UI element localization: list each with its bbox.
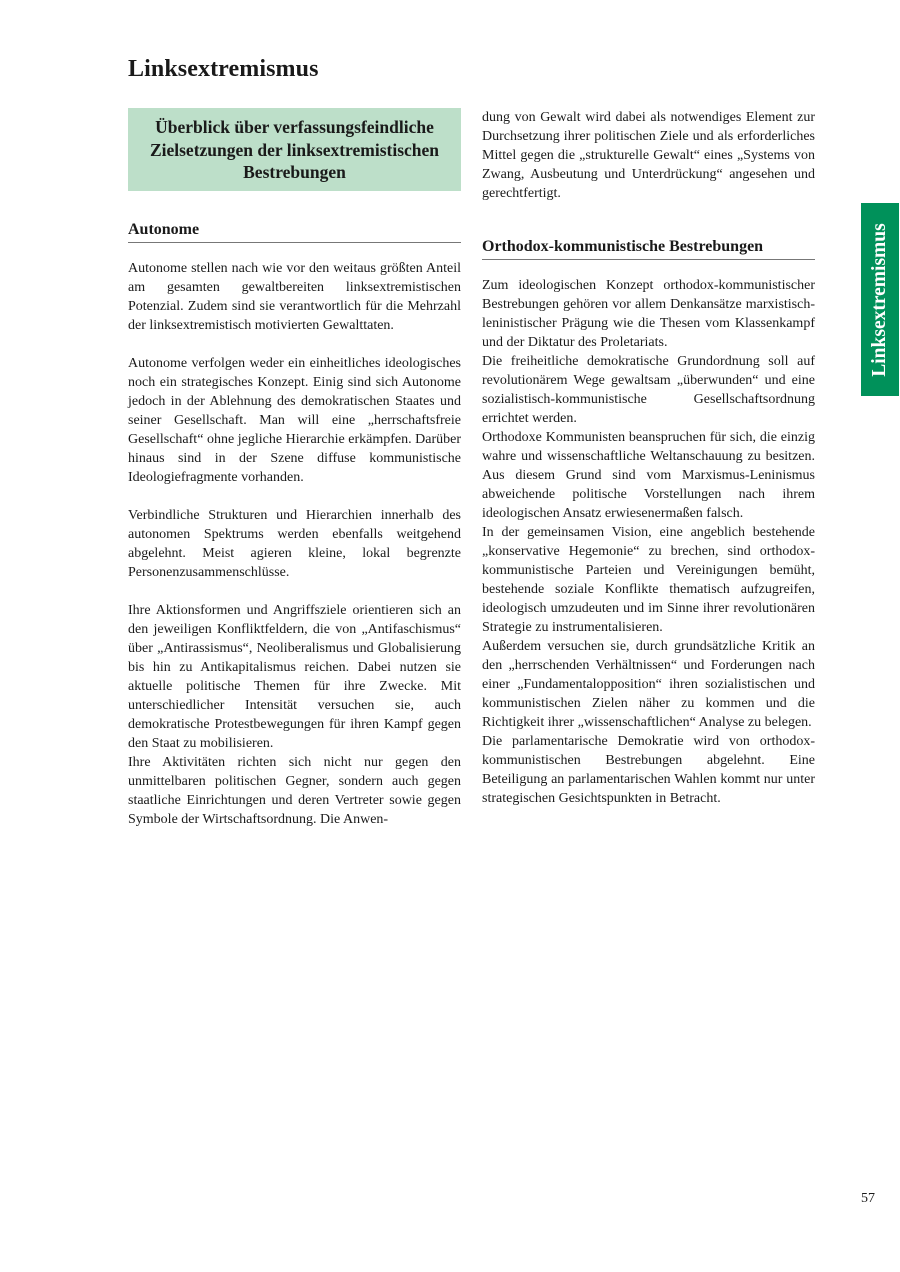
paragraph: Verbindliche Strukturen und Hierarchien innerhalb des autonomen Spektrums werden ebenfalls weitgehend abgelehnt. Meist agieren kleine, lokal begrenzte Personenzusammenschlüsse. bbox=[128, 507, 461, 580]
paragraph: Zum ideologischen Konzept orthodox-kommunistischer Bestrebungen gehören vor allem Denkansätze marxistisch-leninistischer Prägung wie die Thesen vom Klassenkampf und der Diktatur des Proletariats. bbox=[482, 278, 815, 350]
left-column bbox=[128, 108, 461, 829]
paragraph-continuation: dung von Gewalt wird dabei als notwendiges Element zur Durchsetzung ihrer politischen Ziele und als erforderliches Mittel gegen die „strukturelle Gewalt“ eines „Systems von Zwang, Ausbeutung und Unterdrückung“ angesehen und gerechtfertigt. bbox=[482, 110, 815, 201]
page-number: 57 bbox=[861, 1191, 875, 1206]
paragraph: In der gemeinsamen Vision, eine angeblich bestehende „konservative Hegemonie“ zu brechen, sind orthodox-kommunistische Parteien und Vereinigungen bemüht, bestehende soziale Konflikte thematisch aufzugreifen, ideologisch umzudeuten und im Sinne ihrer revolutionären Strategie zu instrumentalisieren. bbox=[482, 525, 815, 635]
chapter-side-tab bbox=[861, 203, 899, 396]
paragraph: Außerdem versuchen sie, durch grundsätzliche Kritik an den „herrschenden Verhältnissen“ und Forderungen nach einer „Fundamentalopposition“ ihren sozialistischen und kommunistischen Zielen näher zu kommen und die Richtigkeit ihrer „wissenschaftlichen“ Analyse zu belegen. bbox=[482, 639, 815, 730]
paragraph: Die freiheitliche demokratische Grundordnung soll auf revolutionärem Wege gewaltsam „überwunden“ und eine sozialistisch-kommunistische Gesellschaftsordnung errichtet werden. bbox=[482, 354, 815, 426]
chapter-side-tab-label: Linksextremismus bbox=[869, 222, 890, 377]
paragraph: Ihre Aktivitäten richten sich nicht nur gegen den unmittelbaren politischen Gegner, sondern auch gegen staatliche Einrichtungen und deren Vertreter sowie gegen Symbole der Wirtschaftsordnung. Die Anwen- bbox=[128, 754, 461, 827]
paragraph: Autonome stellen nach wie vor den weitaus größten Anteil am gesamten gewaltbereiten linksextremistischen Potenzial. Zudem sind sie verantwortlich für die Mehrzahl der linksextremistisch motivierten Gewalttaten. bbox=[128, 260, 461, 333]
paragraph: Ihre Aktionsformen und Angriffsziele orientieren sich an den jeweiligen Konfliktfeldern, die von „Antifaschismus“ über „Antirassismus“, Neoliberalismus und Globalisierung bis hin zu Antikapitalismus reichen. Dabei nutzen sie aktuelle politische Themen für ihre Zwecke. Mit unterschiedlicher Intensität versuchen sie, auch demokratische Protestbewegungen für ihren Kampf gegen den Staat zu mobilisieren. bbox=[128, 602, 461, 751]
page-title: Linksextremismus bbox=[128, 56, 319, 82]
paragraph: Orthodoxe Kommunisten beanspruchen für sich, die einzig wahre und wissenschaftliche Weltanschauung zu besitzen. Aus diesem Grund sind vom Marxismus-Leninismus abweichende politische Vorstellungen nach ihrem ideologischen Ansatz erwiesenermaßen falsch. bbox=[482, 430, 815, 521]
paragraph: Autonome verfolgen weder ein einheitliches ideologisches noch ein strategisches Konzept. Einig sind sich Autonome jedoch in der Ablehnung des demokratischen Staates und seiner Gesellschaft. Man will eine „herrschaftsfreie Gesellschaft“ ohne jegliche Hierarchie erkämpfen. Darüber hinaus sind in der Szene diffuse kommunistische Ideologiefragmente vorhanden. bbox=[128, 355, 461, 485]
paragraph: Die parlamentarische Demokratie wird von orthodox-kommunistischen Bestrebungen abgelehnt. Eine Beteiligung an parlamentarischen Wahlen kommt nur unter strategischen Gesichtspunkten in Betracht. bbox=[482, 734, 815, 806]
section-heading-orthodox: Orthodox-kommunistische Bestrebungen bbox=[482, 238, 815, 260]
section-heading-autonome: Autonome bbox=[128, 221, 461, 243]
overview-box: Überblick über verfassungsfeindliche Zielsetzungen der linksextremistischen Bestrebungen bbox=[128, 108, 461, 191]
right-column bbox=[482, 108, 815, 808]
